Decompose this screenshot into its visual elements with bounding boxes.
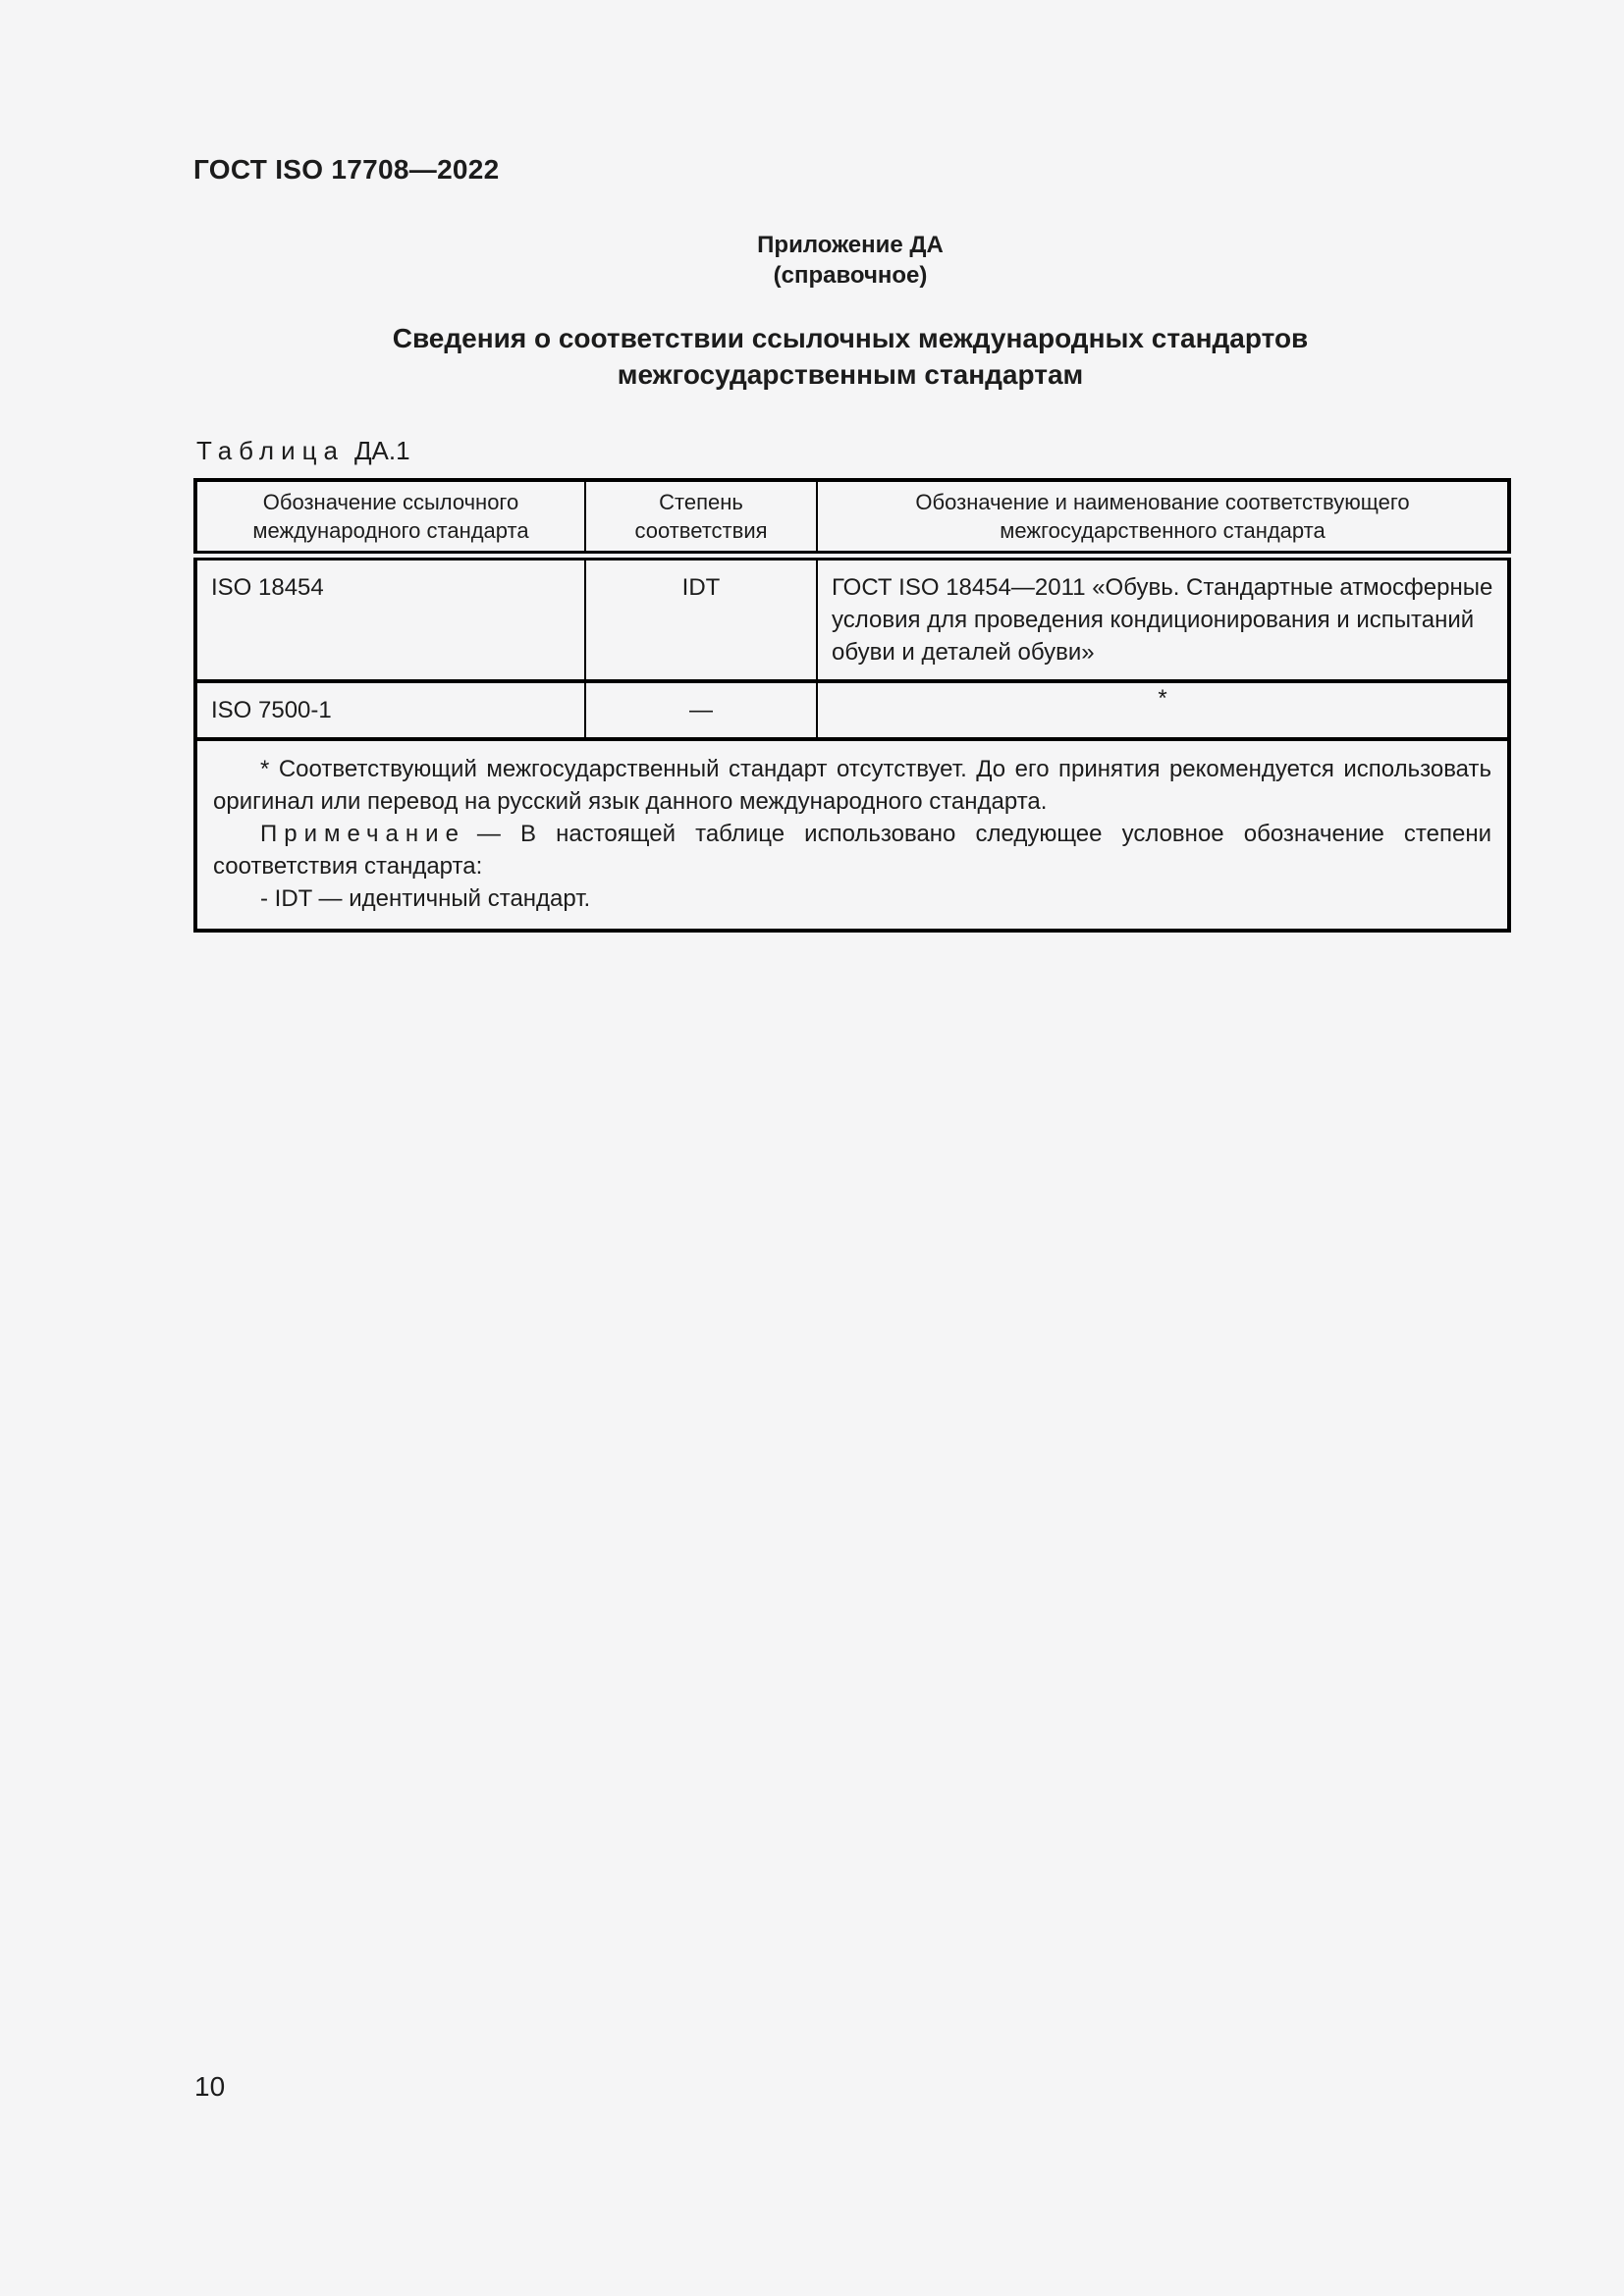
- degree-cell: —: [585, 681, 817, 739]
- column-header-reference-standard: Обозначение ссылочного международного стандарта: [195, 480, 585, 556]
- degree-cell: IDT: [585, 556, 817, 681]
- note-label: Примечание: [260, 821, 465, 847]
- reference-standard-cell: ISO 7500-1: [195, 681, 585, 739]
- table-caption-number: ДА.1: [353, 436, 410, 465]
- appendix-heading: [193, 230, 1507, 291]
- table-caption: [196, 436, 410, 466]
- table-row: [195, 556, 1509, 681]
- page-title-line-2: межгосударственным стандартам: [617, 359, 1084, 390]
- page-title-line-1: Сведения о соответствии ссылочных международных стандартов: [392, 323, 1309, 353]
- asterisk-footnote: * Соответствующий межгосударственный стандарт отсутствует. До его принятия рекомендуется использовать оригинал или перевод на русский язык данного международного стандарта.: [213, 756, 1491, 815]
- reference-standard-cell: ISO 18454: [195, 556, 585, 681]
- appendix-title: Приложение ДА: [757, 232, 944, 258]
- standard-designation: ГОСТ ISO 17708—2022: [193, 154, 500, 185]
- note-text: — В настоящей таблице использовано следующее условное обозначение степени соответствия стандарта:: [213, 821, 1491, 880]
- correspondence-table: [193, 478, 1511, 933]
- note-list-item: - IDT — идентичный стандарт.: [260, 885, 591, 912]
- footnote-cell: [195, 739, 1509, 931]
- column-header-matching-standard: Обозначение и наименование соответствующего межгосударственного стандарта: [817, 480, 1509, 556]
- table-caption-word: Таблица: [196, 436, 345, 465]
- column-header-degree: Степень соответствия: [585, 480, 817, 556]
- page-title: [193, 320, 1507, 393]
- table-row: [195, 681, 1509, 739]
- table-header-row: [195, 480, 1509, 556]
- matching-standard-cell: ГОСТ ISO 18454—2011 «Обувь. Стандартные атмосферные условия для проведения кондиционирования и испытаний обуви и деталей обуви»: [817, 556, 1509, 681]
- page-number: 10: [194, 2071, 226, 2102]
- note-paragraph: [213, 818, 1491, 882]
- appendix-type: (справочное): [773, 262, 928, 289]
- table-footnote-row: [195, 739, 1509, 931]
- matching-standard-cell: *: [817, 681, 1509, 739]
